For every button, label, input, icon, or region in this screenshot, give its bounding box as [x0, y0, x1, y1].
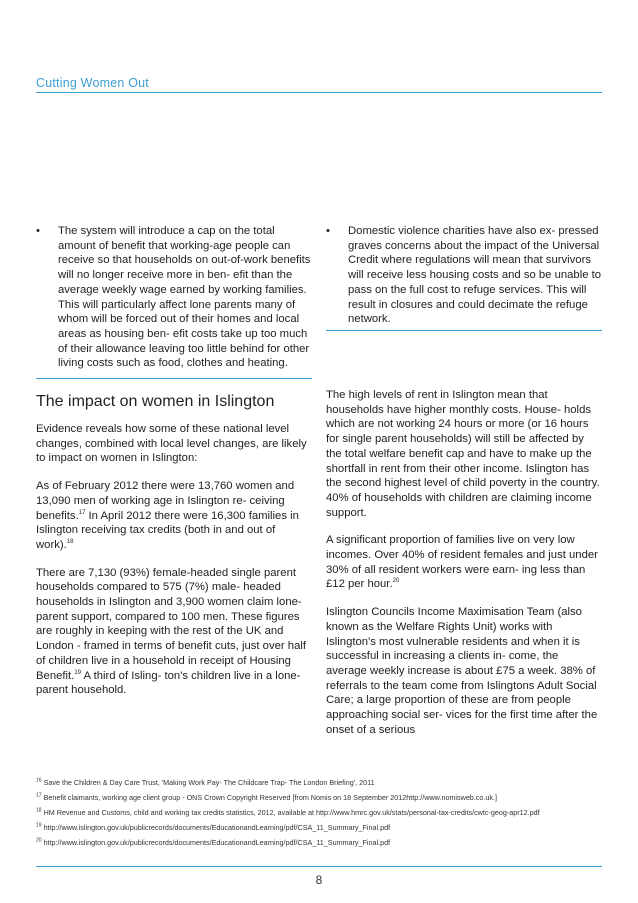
paragraph-claimants: As of February 2012 there were 13,760 women and 13,090 men of working age in Islington re- ceiving benefits.$^{17}$ In April 2012 there were 16,300 families in Islington receiving tax credits (both in and out of work).$^{18}$ — [36, 480, 299, 551]
right-column-divider — [326, 330, 602, 331]
paragraph-rent: The high levels of rent in Islington mean that households have higher monthly costs. House- holds which are not working 24 hours or more (or 16 hours for single parent households) will still be affected by the total welfare benefit cap and have to make up the shortfall in rent from their other income. Islington has the second highest level of child poverty in the country. 40% of households with children are claiming income support. — [326, 389, 600, 519]
bullet-symbol: • — [326, 225, 330, 237]
section-title: The impact on women in Islington — [36, 393, 275, 410]
bullet-item-benefit-cap — [36, 224, 312, 371]
footnote-ref-17: 17 — [78, 509, 86, 516]
paragraph-single-parents: There are 7,130 (93%) female-headed single parent households compared to 575 (7%) male- headed households in Islington and 3,900 women claim lone-parent support, compared to 100 men. These figures are roughly in keeping with the rest of the UK and London - framed in terms of benefit cuts, just over half of children live in a household in receipt of Housing Benefit.$^{19}$ A third of Isling- ton's children live in a lone-parent household. — [36, 566, 307, 697]
footnote-ref-18: 18 — [66, 539, 74, 546]
header-divider — [36, 92, 602, 93]
footnote-16: $^{16}$ Save the Children & Day Care Trust, 'Making Work Pay- The Childcare Trap- The London Briefing', 2011 — [36, 777, 375, 787]
paragraph-evidence: Evidence reveals how some of these national level changes, combined with local level changes, are likely to impact on women in Islington: — [36, 423, 307, 465]
bullet-symbol: • — [36, 225, 40, 237]
footnote-19: $^{19}$ http://www.islington.gov.uk/publicrecords/documents/EducationandLearning/pdf/CSA_11_Summary_Final.pdf — [36, 822, 391, 832]
left-column — [36, 392, 312, 711]
footnote-ref-20: 20 — [392, 578, 400, 585]
paragraph-low-incomes: A significant proportion of families live on very low incomes. Over 40% of resident females and just under 30% of all resident workers were earn- ing less than £12 per hour.$^{20}$ — [326, 534, 598, 591]
footnote-18: $^{18}$ HM Revenue and Customs, child and working tax credits statistics, 2012, available at http://www.hmrc.gov.uk/stats/personal-tax-credits/cwtc-geog-apr12.pdf — [36, 807, 540, 817]
left-column-divider — [36, 378, 312, 379]
footer-divider — [36, 866, 602, 867]
bullet-text: Domestic violence charities have also ex- pressed graves concerns about the impact of the Universal Credit where regulations will mean that survivors will receive less housing costs and so be unable to pass on the full cost to refuge services. This will result in closures and could decimate the refuge network. — [348, 225, 602, 326]
footnote-ref-19: 19 — [74, 669, 81, 676]
footnote-20: $^{20}$ http://www.islington.gov.uk/publicrecords/documents/EducationandLearning/pdf/CSA_11_Summary_Final.pdf — [36, 837, 391, 847]
right-column — [326, 388, 602, 750]
page-number: 8 — [315, 873, 323, 887]
bullet-item-domestic-violence — [326, 224, 602, 327]
running-header: Cutting Women Out — [36, 76, 149, 90]
paragraph-welfare-rights: Islington Councils Income Maximisation Team (also known as the Welfare Rights Unit) works with Islington's most vulnerable residents and when it is successful in increasing a clients in- come, the average weekly increase is about £75 a week. 38% of referrals to the team come from Islingtons Adult Social Care; a large proportion of these are from people approaching social ser- vices for the first time after the onset of a serious — [326, 606, 598, 736]
footnotes — [36, 778, 606, 853]
footnote-17: $^{17}$ Benefit claimants, working age client group - ONS Crown Copyright Reserved [from Nomis on 18 September 2012http://www.nomisweb.co.uk.] — [36, 792, 497, 802]
bullet-text: The system will introduce a cap on the total amount of benefit that working-age people can receive so that households on out-of-work benefits will no longer receive more in ben- efit than the average weekly wage earned by working families. This will particularly affect lone parents many of whom will be forced out of their homes and local areas as housing ben- efit costs take up too much of their allowance leaving too little behind for other living costs such as food, clothes and heating. — [58, 225, 311, 370]
